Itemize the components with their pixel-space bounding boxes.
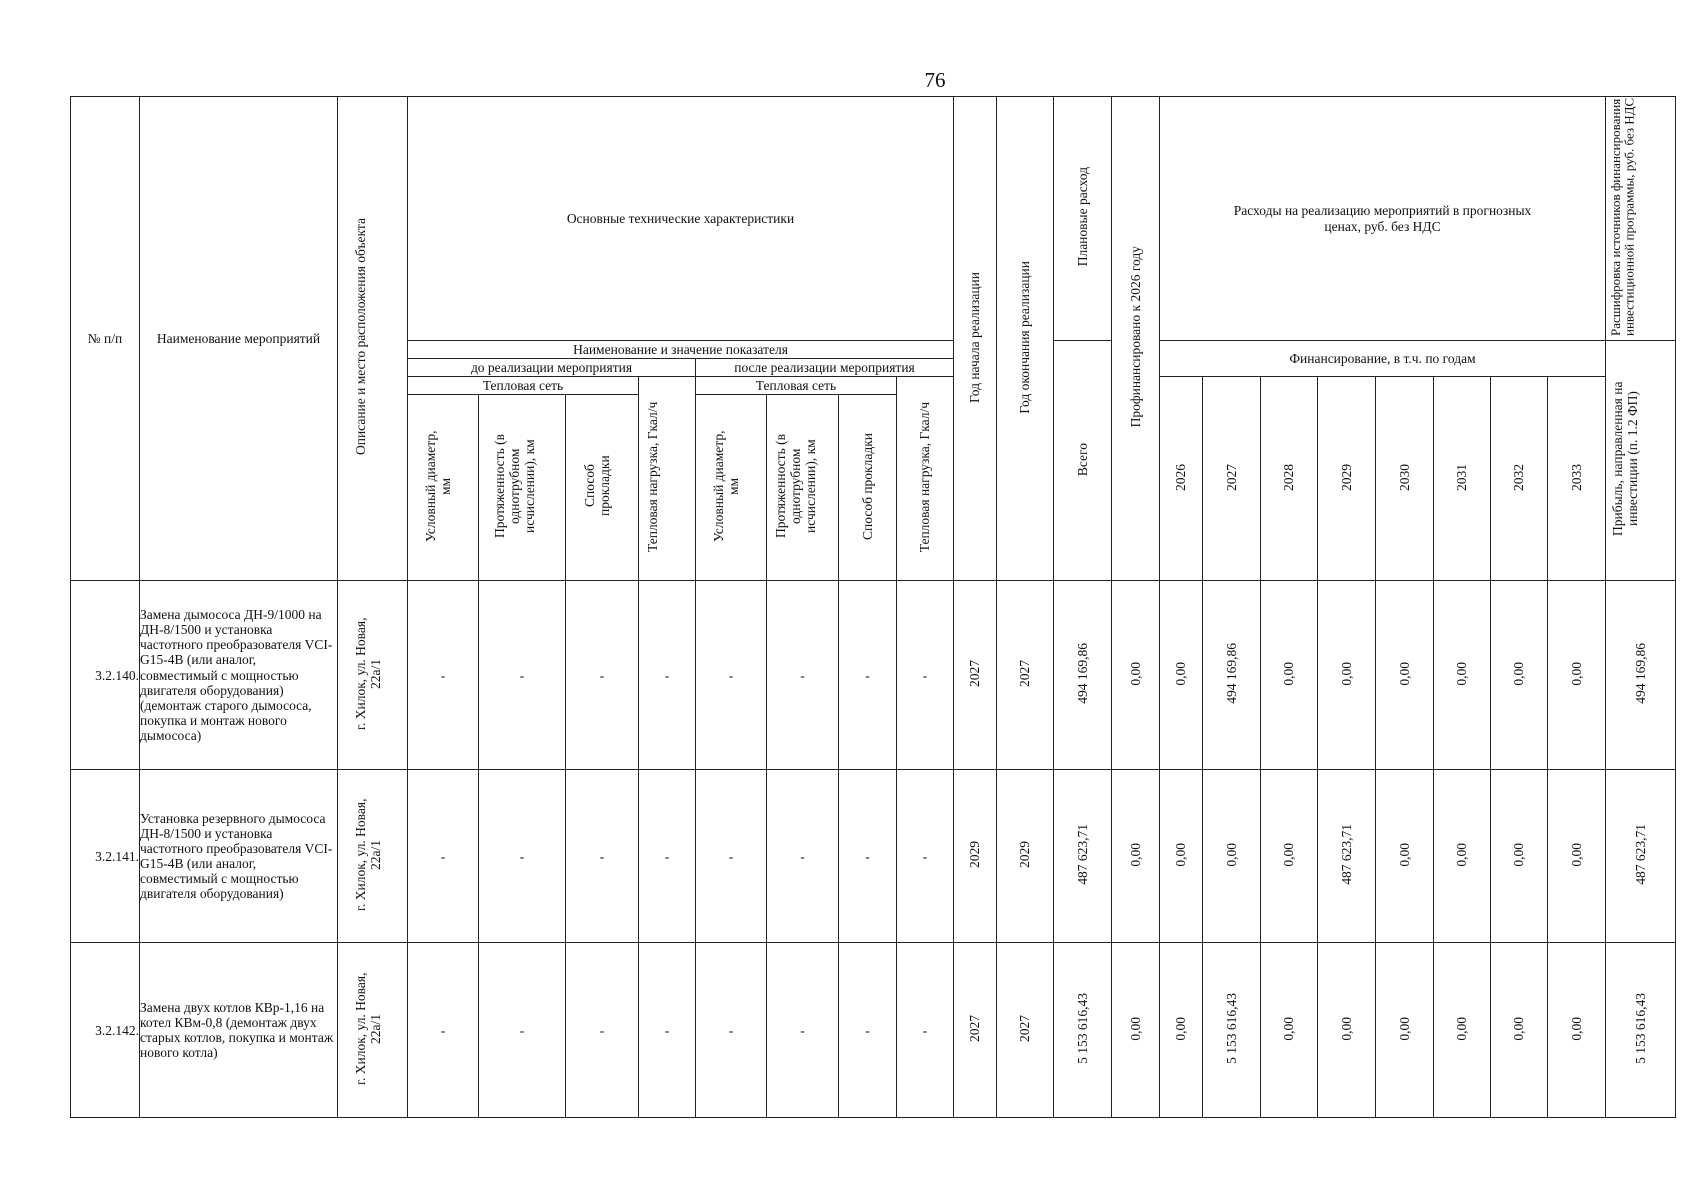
row-year-value: 494 169,86 [1203, 581, 1261, 770]
row-year-value: 0,00 [1261, 943, 1318, 1118]
header-load-before: Тепловая нагрузка, Гкал/ч [639, 377, 696, 581]
header-year-start: Год начала реализации [954, 97, 997, 581]
header-year-2028: 2028 [1261, 377, 1318, 581]
row-year-value: 0,00 [1434, 581, 1491, 770]
table-row [71, 943, 1676, 1118]
row-year-value: 0,00 [1376, 943, 1434, 1118]
row-prefinanced: 0,00 [1112, 943, 1160, 1118]
row-year-value: 0,00 [1261, 581, 1318, 770]
row-tech-cell: - [566, 943, 639, 1118]
row-tech-cell: - [639, 943, 696, 1118]
row-tech-cell: - [767, 770, 839, 943]
table-row [71, 581, 1676, 770]
row-tech-cell: - [408, 770, 479, 943]
row-tech-cell: - [639, 770, 696, 943]
row-tech-cell: - [479, 943, 566, 1118]
row-tech-cell: - [639, 581, 696, 770]
row-year-value: 0,00 [1491, 770, 1548, 943]
row-prefinanced: 0,00 [1112, 770, 1160, 943]
header-name: Наименование мероприятий [140, 97, 338, 581]
header-planned: Плановые расход [1054, 97, 1112, 341]
row-year-value: 487 623,71 [1318, 770, 1376, 943]
table-row [71, 770, 1676, 943]
row-year-value: 0,00 [1318, 581, 1376, 770]
row-year-value: 0,00 [1261, 770, 1318, 943]
row-tech-cell: - [839, 943, 897, 1118]
row-year-value: 0,00 [1548, 581, 1606, 770]
row-year-start: 2027 [954, 581, 997, 770]
row-year-start: 2027 [954, 943, 997, 1118]
row-tech-cell: - [696, 770, 767, 943]
row-year-value: 0,00 [1376, 770, 1434, 943]
row-profit: 487 623,71 [1606, 770, 1676, 943]
row-profit: 5 153 616,43 [1606, 943, 1676, 1118]
row-num: 3.2.142. [71, 943, 140, 1118]
row-year-end: 2029 [997, 770, 1054, 943]
header-total: Всего [1054, 341, 1112, 581]
row-location: г. Хилок, ул. Новая, 22а/1 [338, 943, 408, 1118]
row-year-value: 0,00 [1160, 943, 1203, 1118]
row-tech-cell: - [479, 770, 566, 943]
row-name: Установка резервного дымососа ДН-8/1500 и установка частотного преобразователя VCI-G15-4B (или аналог, совместимый с мощностью двигателя оборудования) [140, 770, 338, 943]
row-year-value: 0,00 [1548, 943, 1606, 1118]
row-tech-cell: - [479, 581, 566, 770]
header-diameter-after: Условный диаметр, мм [696, 395, 767, 581]
row-year-end: 2027 [997, 943, 1054, 1118]
row-tech-cell: - [566, 581, 639, 770]
row-location: г. Хилок, ул. Новая, 22а/1 [338, 770, 408, 943]
header-expenses: Расходы на реализацию мероприятий в прогнозных ценах, руб. без НДС [1160, 97, 1606, 341]
header-load-after: Тепловая нагрузка, Гкал/ч [897, 377, 954, 581]
row-tech-cell: - [767, 943, 839, 1118]
row-tech-cell: - [408, 581, 479, 770]
row-tech-cell: - [897, 943, 954, 1118]
header-before: до реализации мероприятия [408, 359, 696, 377]
page-number: 76 [924, 68, 946, 92]
row-total: 5 153 616,43 [1054, 943, 1112, 1118]
header-year-2026: 2026 [1160, 377, 1203, 581]
header-diameter-before: Условный диаметр, мм [408, 395, 479, 581]
header-tech-group: Основные технические характеристики [408, 97, 954, 341]
row-tech-cell: - [696, 581, 767, 770]
row-total: 487 623,71 [1054, 770, 1112, 943]
row-year-value: 0,00 [1491, 943, 1548, 1118]
row-total: 494 169,86 [1054, 581, 1112, 770]
row-name: Замена дымососа ДН-9/1000 на ДН-8/1500 и установка частотного преобразователя VCI-G15-4B (или аналог, совместимый с мощностью двигателя оборудования) (демонтаж старого дымососа, покупка и монтаж нового дымососа) [140, 581, 338, 770]
row-tech-cell: - [839, 581, 897, 770]
row-num: 3.2.140. [71, 581, 140, 770]
row-year-value: 0,00 [1491, 581, 1548, 770]
row-tech-cell: - [696, 943, 767, 1118]
row-tech-cell: - [897, 581, 954, 770]
header-year-2029: 2029 [1318, 377, 1376, 581]
header-after: после реализации мероприятия [696, 359, 954, 377]
row-tech-cell: - [839, 770, 897, 943]
row-year-value: 0,00 [1318, 943, 1376, 1118]
row-year-value: 0,00 [1548, 770, 1606, 943]
header-prefinanced: Профинансировано к 2026 году [1112, 97, 1160, 581]
row-year-value: 0,00 [1434, 943, 1491, 1118]
header-num: № п/п [71, 97, 140, 581]
row-num: 3.2.141. [71, 770, 140, 943]
header-year-end: Год окончания реализации [997, 97, 1054, 581]
row-tech-cell: - [408, 943, 479, 1118]
header-length-before: Протяженность (в однотрубном исчислении), км [479, 395, 566, 581]
row-year-value: 0,00 [1160, 770, 1203, 943]
header-laying-before: Способ прокладки [566, 395, 639, 581]
row-year-value: 5 153 616,43 [1203, 943, 1261, 1118]
row-tech-cell: - [767, 581, 839, 770]
header-year-2030: 2030 [1376, 377, 1434, 581]
header-location: Описание и место расположения объекта [338, 97, 408, 581]
row-name: Замена двух котлов КВр-1,16 на котел КВм-0,8 (демонтаж двух старых котлов, покупка и монтаж нового котла) [140, 943, 338, 1118]
row-year-value: 0,00 [1203, 770, 1261, 943]
header-year-2031: 2031 [1434, 377, 1491, 581]
header-year-2032: 2032 [1491, 377, 1548, 581]
header-length-after: Протяженность (в однотрубном исчислении), км [767, 395, 839, 581]
header-breakdown: Расшифровка источников финансирования инвестиционной программы, руб. без НДС [1606, 97, 1676, 341]
header-profit: Прибыль, направленная на инвестиции (п. 1.2 ФП) [1606, 341, 1676, 581]
header-year-2033: 2033 [1548, 377, 1606, 581]
header-heat-net-after: Тепловая сеть [696, 377, 897, 395]
row-year-value: 0,00 [1160, 581, 1203, 770]
row-tech-cell: - [897, 770, 954, 943]
header-heat-net-before: Тепловая сеть [408, 377, 639, 395]
row-year-end: 2027 [997, 581, 1054, 770]
header-indicator: Наименование и значение показателя [408, 341, 954, 359]
row-profit: 494 169,86 [1606, 581, 1676, 770]
header-financing: Финансирование, в т.ч. по годам [1160, 341, 1606, 377]
row-prefinanced: 0,00 [1112, 581, 1160, 770]
header-laying-after: Способ прокладки [839, 395, 897, 581]
row-location: г. Хилок, ул. Новая, 22а/1 [338, 581, 408, 770]
row-tech-cell: - [566, 770, 639, 943]
header-year-2027: 2027 [1203, 377, 1261, 581]
row-year-value: 0,00 [1376, 581, 1434, 770]
investment-table [70, 96, 1676, 1118]
row-year-start: 2029 [954, 770, 997, 943]
row-year-value: 0,00 [1434, 770, 1491, 943]
